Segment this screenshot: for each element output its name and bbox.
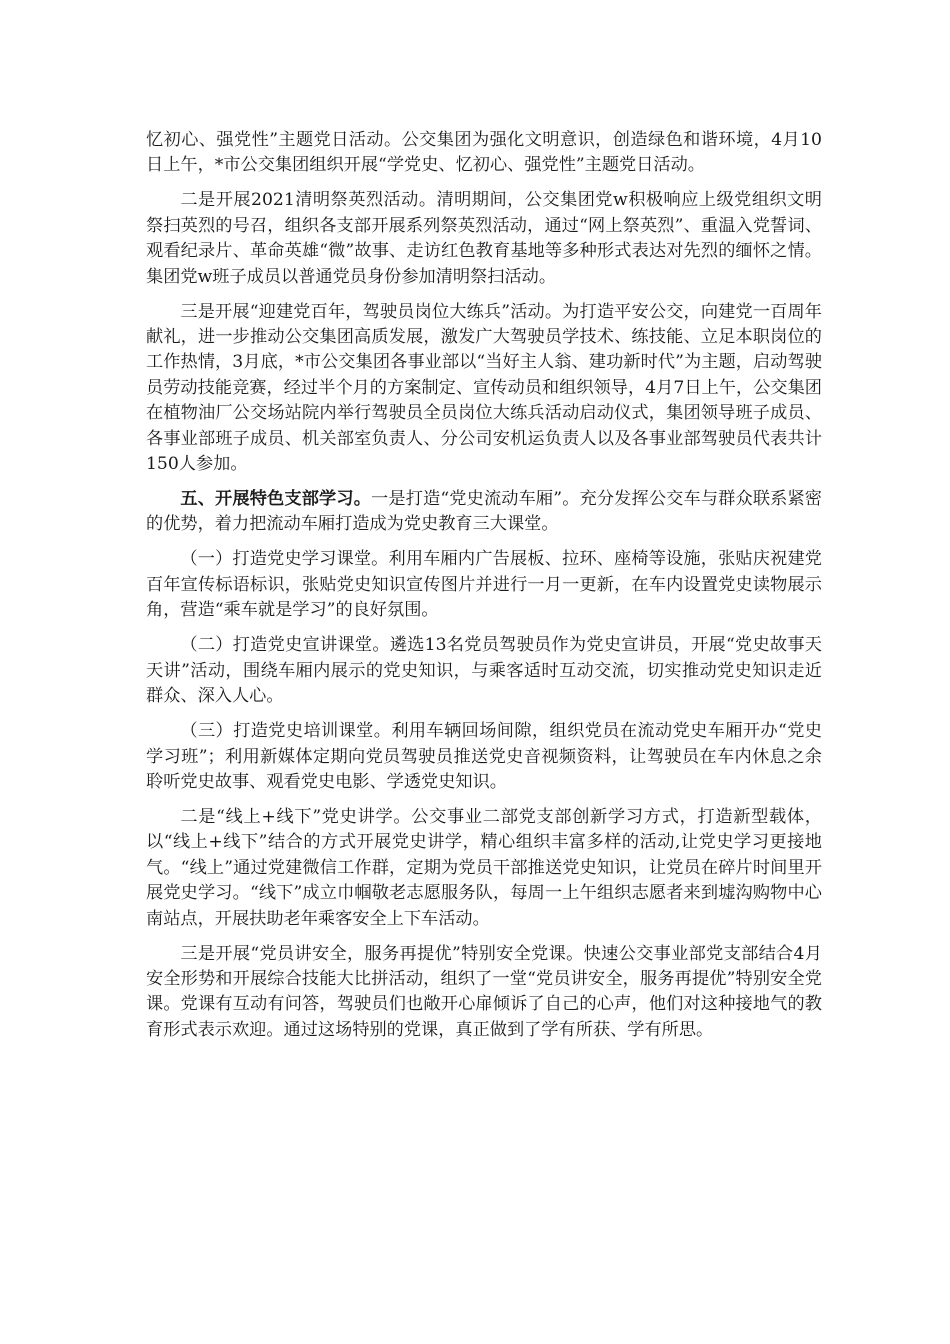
paragraph-lecture-classroom xyxy=(146,633,822,709)
paragraph-text: 三是开展“迎建党百年，驾驶员岗位大练兵”活动。为打造平安公交，向建党一百周年献礼，进一步推动公交集团高质发展，激发广大驾驶员学技术、练技能、立足本职岗位的工作热情，3月底，*市公交集团各事业部以“当好主人翁、建功新时代”为主题，启动驾驶员劳动技能竞赛，经过半个月的方案制定、宣传动员和组织领导，4月7日上午，公交集团在植物油厂公交场站院内举行驾驶员全员岗位大练兵活动启动仪式，集团领导班子成员、各事业部班子成员、机关部室负责人、分公司安机运负责人以及各事业部驾驶员代表共计150人参加。 xyxy=(146,301,822,475)
paragraph-online-offline xyxy=(146,805,822,932)
paragraph-qingming-activity xyxy=(146,188,822,290)
paragraph-text: 忆初心、强党性”主题党日活动。公交集团为强化文明意识，创造绿色和谐环境，4月10日上午，*市公交集团组织开展“学党史、忆初心、强党性”主题党日活动。 xyxy=(146,130,822,176)
paragraph-text: 二是“线上+线下”党史讲学。公交事业二部党支部创新学习方式，打造新型载体，以“线上+线下”结合的方式开展党史讲学，精心组织丰富多样的活动,让党史学习更接地气。“线上”通过党建微信工作群，定期为党员干部推送党史知识，让党员在碎片时间里开展党史学习。“线下”成立巾帼敬老志愿服务队，每周一上午组织志愿者来到墟沟购物中心南站点，开展扶助老年乘客安全上下车活动。 xyxy=(146,806,822,929)
paragraph-section-five xyxy=(146,487,822,538)
paragraph-text: 三是开展“党员讲安全，服务再提优”特别安全党课。快速公交事业部党支部结合4月安全形势和开展综合技能大比拼活动，组织了一堂“党员讲安全，服务再提优”特别安全党课。党课有互动有问答，驾驶员们也敞开心扉倾诉了自己的心声，他们对这种接地气的教育形式表示欢迎。通过这场特别的党课，真正做到了学有所获、学有所思。 xyxy=(146,943,822,1040)
paragraph-text: 一是打造“党史流动车厢”。充分发挥公交车与群众联系紧密的优势，着力把流动车厢打造成为党史教育三大课堂。 xyxy=(146,489,822,535)
section-heading: 五、开展特色支部学习。 xyxy=(180,489,372,510)
paragraph-text: （二）打造党史宣讲课堂。遴选13名党员驾驶员作为党史宣讲员，开展“党史故事天天讲”活动，围绕车厢内展示的党史知识，与乘客适时互动交流，切实推动党史知识走近群众、深入人心。 xyxy=(146,635,822,707)
document-body xyxy=(146,128,822,1053)
paragraph-safety-lesson xyxy=(146,942,822,1044)
paragraph-text: 二是开展2021清明祭英烈活动。清明期间，公交集团党w积极响应上级党组织文明祭扫英烈的号召，组织各支部开展系列祭英烈活动，通过“网上祭英烈”、重温入党誓词、观看纪录片、革命英雄“微”故事、走访红色教育基地等多种形式表达对先烈的缅怀之情。集团党w班子成员以普通党员身份参加清明祭扫活动。 xyxy=(146,190,822,287)
paragraph-driver-training xyxy=(146,300,822,478)
paragraph-continued-activity xyxy=(146,128,822,179)
paragraph-study-classroom xyxy=(146,547,822,623)
paragraph-text: （三）打造党史培训课堂。利用车辆回场间隙，组织党员在流动党史车厢开办“党史学习班”；利用新媒体定期向党员驾驶员推送党史音视频资料，让驾驶员在车内休息之余聆听党史故事、观看党史电影、学透党史知识。 xyxy=(146,721,822,792)
paragraph-text: （一）打造党史学习课堂。利用车厢内广告展板、拉环、座椅等设施，张贴庆祝建党百年宣传标语标识，张贴党史知识宣传图片并进行一月一更新，在车内设置党史读物展示角，营造“乘车就是学习”的良好氛围。 xyxy=(146,549,822,621)
paragraph-training-classroom xyxy=(146,719,822,795)
